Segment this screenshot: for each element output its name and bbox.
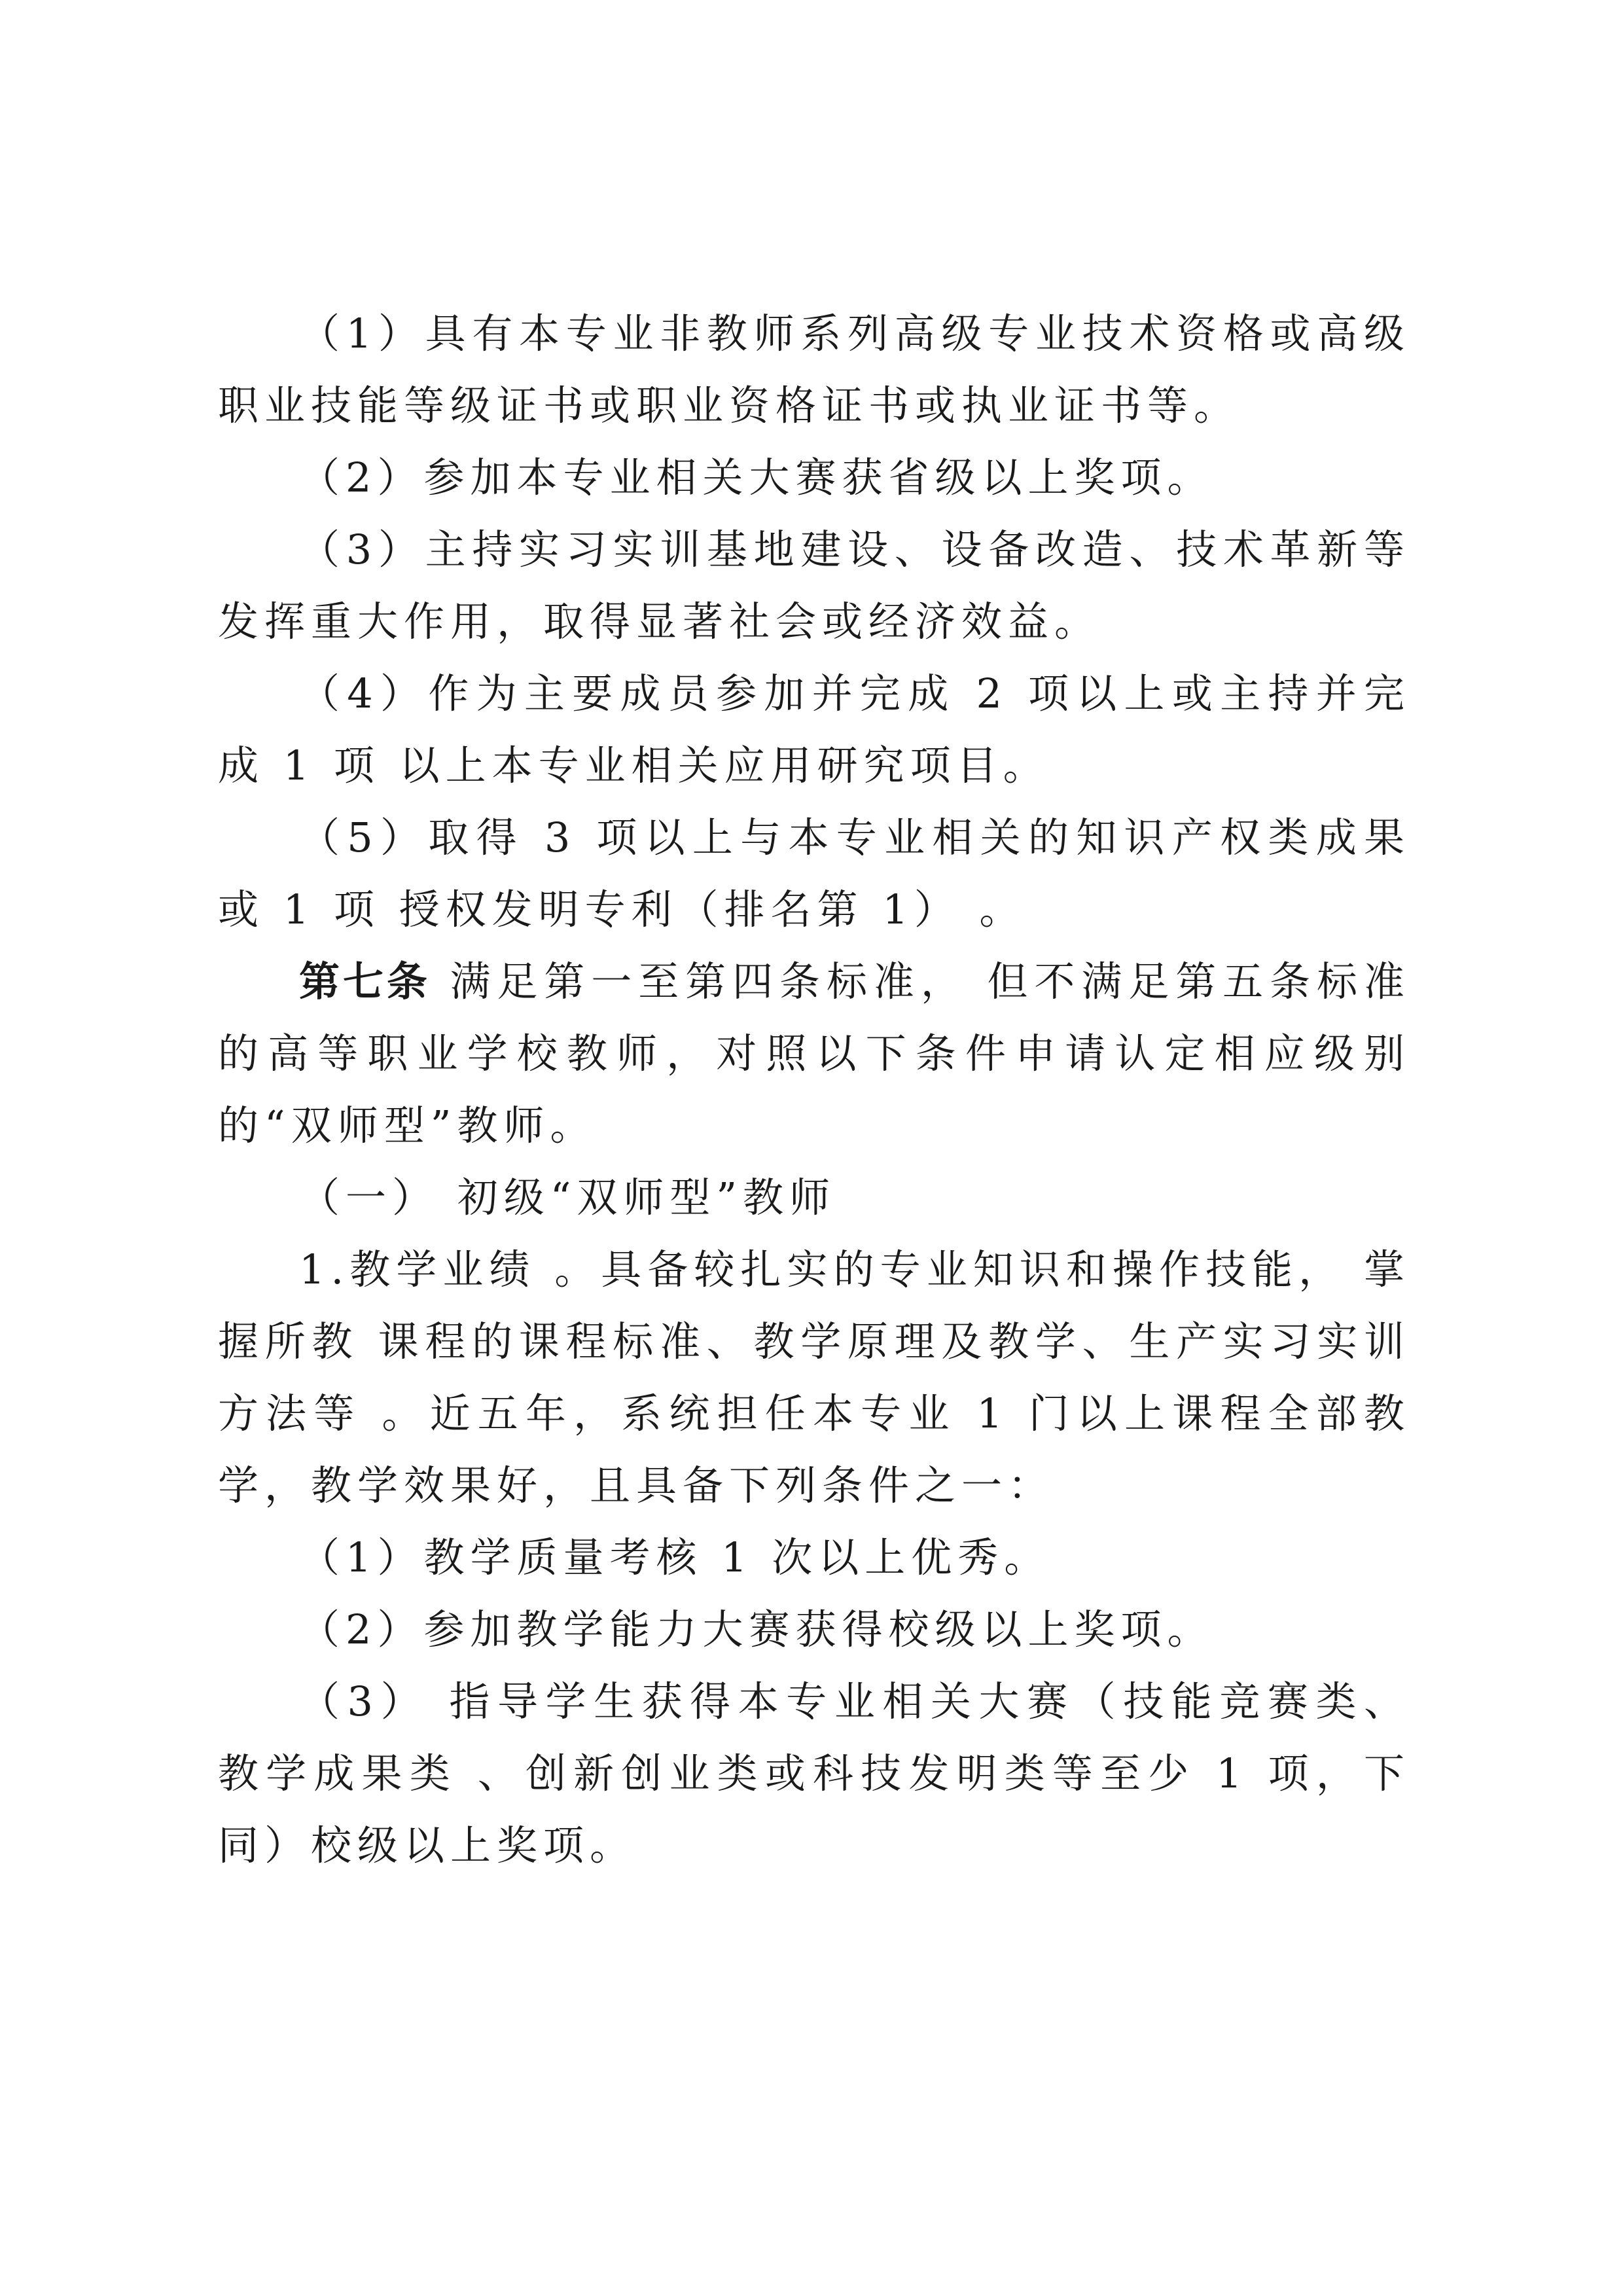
article-7-text: 满足第一至第四条标准， 但不满足第五条标准的高等职业学校教师，对照以下条件申请认定相应级别的“双师型”教师。 — [218, 958, 1410, 1149]
teaching-performance-paragraph: 1.教学业绩 。具备较扎实的专业知识和操作技能， 掌握所教 课程的课程标准、教学原理及教学、生产实习实训方法等 。近五年，系统担任本专业 1 门以上课程全部教学，教学效果好，且具备下列条件之一： — [218, 1246, 1410, 1509]
criterion-item-3: （3）主持实习实训基地建设、设备改造、技术革新等发挥重大作用，取得显著社会或经济效益。 — [218, 526, 1410, 645]
criterion-item-4: （4）作为主要成员参加并完成 2 项以上或主持并完成 1 项 以上本专业相关应用研究项目。 — [218, 670, 1410, 789]
condition-item-1: （1）教学质量考核 1 次以上优秀。 — [299, 1534, 1051, 1581]
criterion-item-5: （5）取得 3 项以上与本专业相关的知识产权类成果或 1 项 授权发明专利（排名第 1） 。 — [218, 814, 1410, 933]
article-7-paragraph — [218, 946, 1410, 1162]
criterion-item-2: （2）参加本专业相关大赛获省级以上奖项。 — [299, 454, 1214, 501]
condition-item-3: （3） 指导学生获得本专业相关大赛（技能竞赛类、教学成果类 、创新创业类或科技发明类等至少 1 项，下同）校级以上奖项。 — [218, 1677, 1410, 1869]
article-7-label: 第七条 — [299, 958, 431, 1005]
criterion-item-1: （1）具有本专业非教师系列高级专业技术资格或高级职业技能等级证书或职业资格证书或执业证书等。 — [218, 310, 1410, 429]
section-title-junior: （一） 初级“双师型”教师 — [299, 1174, 836, 1221]
condition-item-2: （2）参加教学能力大赛获得校级以上奖项。 — [299, 1605, 1214, 1653]
document-page — [218, 298, 1410, 1882]
